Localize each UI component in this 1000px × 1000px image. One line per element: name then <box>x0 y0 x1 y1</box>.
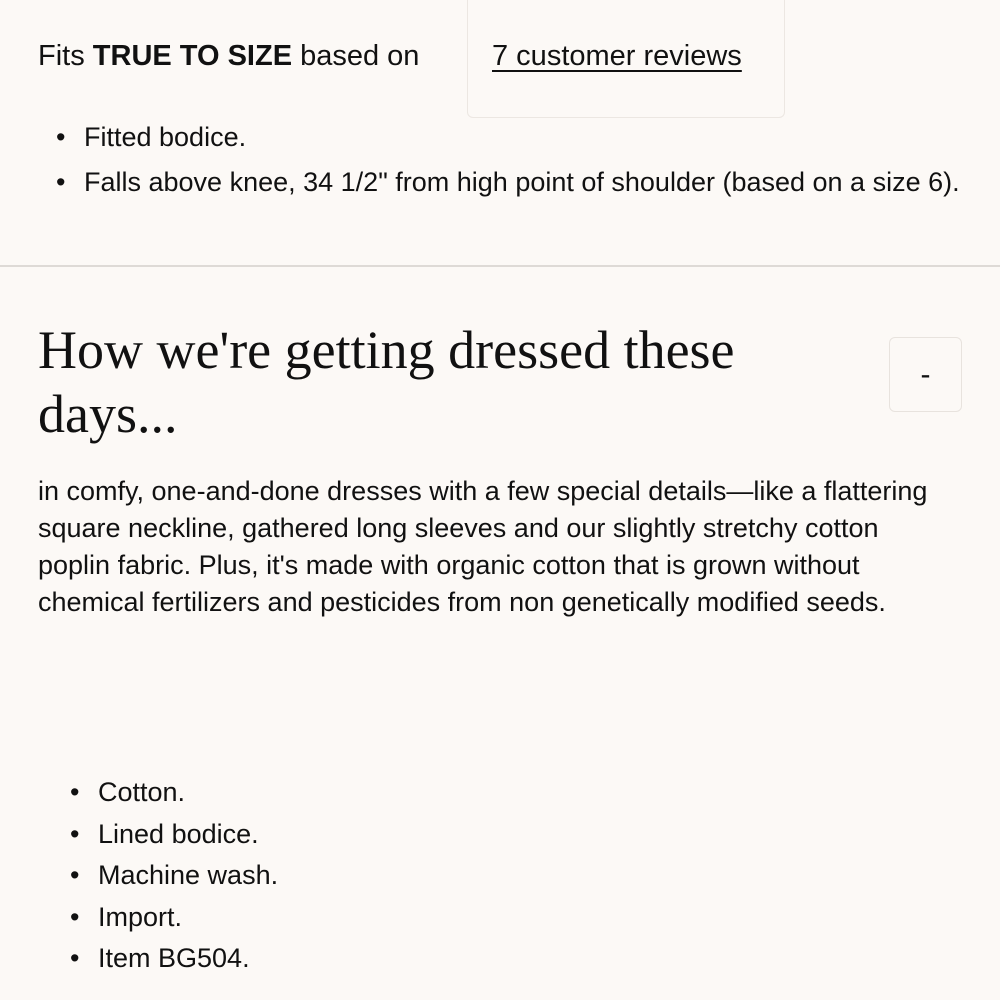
section-divider <box>0 265 1000 267</box>
bullet-icon: • <box>70 943 80 973</box>
fit-bullet-list <box>56 122 966 212</box>
bullet-icon: • <box>56 167 66 197</box>
bullet-icon: • <box>70 777 80 807</box>
list-item <box>70 814 278 856</box>
fit-suffix: based on <box>300 40 420 72</box>
fit-section <box>0 0 1000 265</box>
fit-emphasis: TRUE TO SIZE <box>92 40 293 72</box>
list-item <box>56 167 966 198</box>
details-list <box>70 772 278 980</box>
product-description: in comfy, one-and-done dresses with a few special details—like a flattering square neckline, gathered long sleeves and our slightly stretchy cotton poplin fabric. Plus, it's made with organic cotton that is grown without chemical fertilizers and pesticides from non genetically modified seeds. <box>38 476 928 617</box>
list-item-text: Item BG504. <box>98 943 250 973</box>
list-item-text: Cotton. <box>98 777 186 807</box>
list-item <box>70 855 278 897</box>
bullet-icon: • <box>70 860 80 890</box>
bullet-icon: • <box>70 818 80 849</box>
list-item-text: Machine wash. <box>98 860 279 890</box>
fit-prefix: Fits <box>38 40 85 72</box>
bullet-icon: • <box>70 901 80 932</box>
bullet-icon: • <box>56 122 66 152</box>
list-item <box>56 122 966 153</box>
list-item-text: Falls above knee, 34 1/2" from high point of shoulder (based on a size 6). <box>84 167 960 197</box>
list-item-text: Fitted bodice. <box>84 122 247 152</box>
fit-summary <box>38 38 419 74</box>
collapse-button[interactable]: - <box>889 337 962 412</box>
list-item <box>70 938 278 980</box>
section-title: How we're getting dressed these days... <box>38 320 735 444</box>
list-item <box>70 897 278 939</box>
list-item-text: Import. <box>98 901 183 932</box>
list-item <box>70 772 278 814</box>
reviews-box <box>467 0 785 118</box>
customer-reviews-link[interactable]: 7 customer reviews <box>492 40 742 72</box>
list-item-text: Lined bodice. <box>98 818 259 849</box>
